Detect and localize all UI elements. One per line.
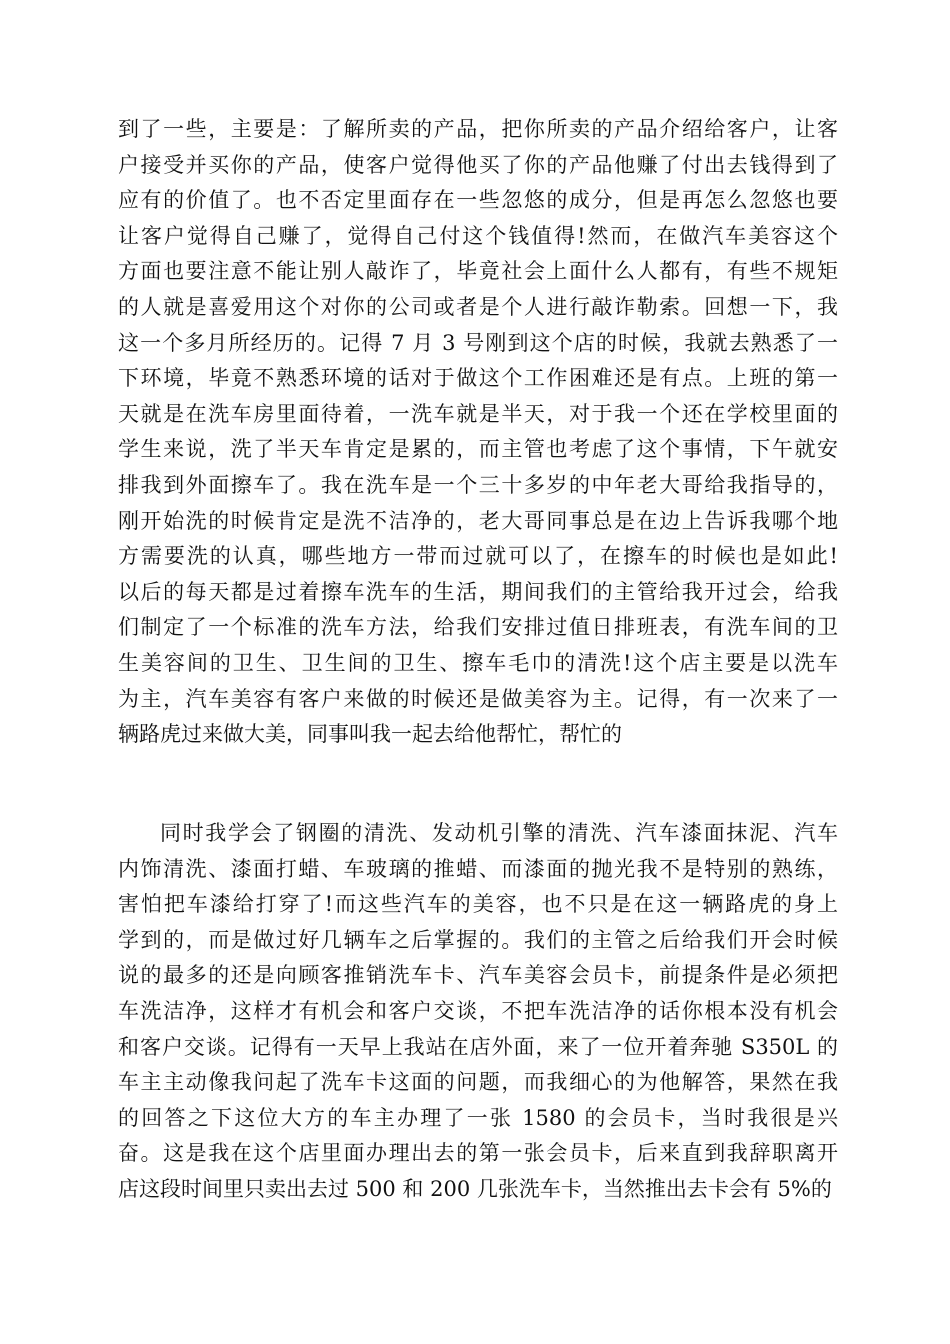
paragraph-line: 车主主动像我问起了洗车卡这面的问题，而我细心的为他解答，果然在我 bbox=[118, 1070, 838, 1095]
paragraph-line: 到了一些，主要是：了解所卖的产品，把你所卖的产品介绍给客户，让客 bbox=[118, 117, 838, 141]
paragraph-line: 以后的每天都是过着擦车洗车的生活，期间我们的主管给我开过会，给我 bbox=[118, 579, 838, 604]
paragraph-line: 说的最多的还是向顾客推销洗车卡、汽车美容会员卡，前提条件是必须把 bbox=[118, 963, 838, 988]
paragraph-line: 刚开始洗的时候肯定是洗不洁净的，老大哥同事总是在边上告诉我哪个地 bbox=[118, 508, 838, 533]
paragraph-2 bbox=[118, 816, 838, 1208]
paragraph-line: 天就是在洗车房里面待着，一洗车就是半天，对于我一个还在学校里面的 bbox=[118, 401, 838, 426]
paragraph-line: 方需要洗的认真，哪些地方一带而过就可以了，在擦车的时候也是如此! bbox=[118, 544, 838, 569]
paragraph-line: 奋。这是我在这个店里面办理出去的第一张会员卡，后来直到我辞职离开 bbox=[118, 1141, 838, 1166]
paragraph-1 bbox=[118, 112, 838, 753]
paragraph-line: 和客户交谈。记得有一天早上我站在店外面，来了一位开着奔驰 S350L 的 bbox=[118, 1034, 838, 1059]
paragraph-line: 让客户觉得自己赚了，觉得自己付这个钱值得!然而，在做汽车美容这个 bbox=[118, 223, 838, 248]
paragraph-line: 方面也要注意不能让别人敲诈了，毕竟社会上面什么人都有，有些不规矩 bbox=[118, 259, 838, 284]
paragraph-line: 生美容间的卫生、卫生间的卫生、擦车毛巾的清洗!这个店主要是以洗车 bbox=[118, 650, 838, 675]
paragraph-line: 店这段时间里只卖出去过 500 和 200 几张洗车卡，当然推出去卡会有 5%的 bbox=[118, 1176, 832, 1201]
paragraph-line: 的回答之下这位大方的车主办理了一张 1580 的会员卡，当时我很是兴 bbox=[118, 1105, 838, 1130]
paragraph-line: 害怕把车漆给打穿了!而这些汽车的美容，也不只是在这一辆路虎的身上 bbox=[118, 892, 838, 917]
paragraph-line: 内饰清洗、漆面打蜡、车玻璃的推蜡、而漆面的抛光我不是特别的熟练， bbox=[118, 856, 838, 881]
paragraph-line: 辆路虎过来做大美，同事叫我一起去给他帮忙，帮忙的 bbox=[118, 722, 622, 747]
paragraph-line: 的人就是喜爱用这个对你的公司或者是个人进行敲诈勒索。回想一下，我 bbox=[118, 294, 838, 319]
paragraph-line: 为主，汽车美容有客户来做的时候还是做美容为主。记得，有一次来了一 bbox=[118, 686, 838, 711]
paragraph-line: 下环境，毕竟不熟悉环境的话对于做这个工作困难还是有点。上班的第一 bbox=[118, 366, 838, 391]
paragraph-line: 车洗洁净，这样才有机会和客户交谈，不把车洗洁净的话你根本没有机会 bbox=[118, 998, 838, 1023]
paragraph-line: 排我到外面擦车了。我在洗车是一个三十多岁的中年老大哥给我指导的， bbox=[118, 472, 838, 497]
paragraph-line: 学生来说，洗了半天车肯定是累的，而主管也考虑了这个事情，下午就安 bbox=[118, 437, 838, 462]
paragraph-line: 同时我学会了钢圈的清洗、发动机引擎的清洗、汽车漆面抹泥、汽车 bbox=[160, 821, 838, 845]
paragraph-line: 们制定了一个标准的洗车方法，给我们安排过值日排班表，有洗车间的卫 bbox=[118, 615, 838, 640]
paragraph-line: 学到的，而是做过好几辆车之后掌握的。我们的主管之后给我们开会时候 bbox=[118, 927, 838, 952]
paragraph-line: 这一个多月所经历的。记得 7 月 3 号刚到这个店的时候，我就去熟悉了一 bbox=[118, 330, 838, 355]
paragraph-line: 户接受并买你的产品，使客户觉得他买了你的产品他赚了付出去钱得到了 bbox=[118, 152, 838, 177]
paragraph-line: 应有的价值了。也不否定里面存在一些忽悠的成分，但是再怎么忽悠也要 bbox=[118, 188, 838, 213]
